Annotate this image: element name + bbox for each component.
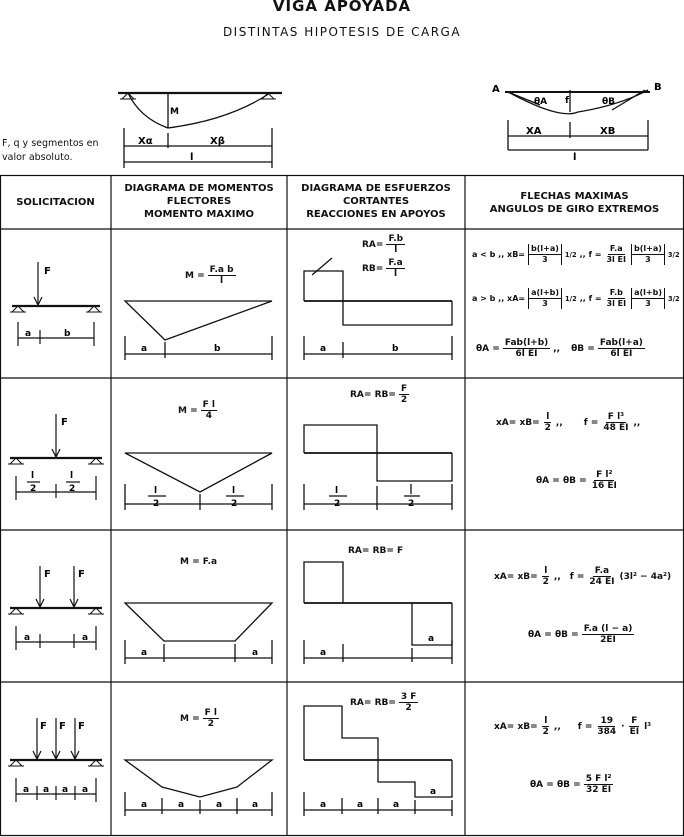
row1-b-label: b xyxy=(64,329,71,339)
row3-t-lhs: θA = θB = xyxy=(528,629,579,640)
row4-s-a4: a xyxy=(430,787,437,797)
row1-rb-num: F.a xyxy=(388,258,403,268)
row2-r-den: 2 xyxy=(400,395,408,405)
row1-ta-den: 6l EI xyxy=(515,349,538,359)
row1-f2-x xyxy=(528,288,562,309)
row3-t-den: 2EI xyxy=(600,635,616,645)
row2-x-den: 2 xyxy=(544,423,551,433)
row3-f-den: 24 EI xyxy=(589,577,615,587)
row4-f-tail: l³ xyxy=(644,721,652,732)
row4-f-den2: EI xyxy=(629,727,640,737)
row3-f-tail: (3l² − 4a²) xyxy=(619,571,672,582)
row1-tb-frac xyxy=(598,338,645,359)
row2-moment-formula xyxy=(178,400,217,421)
row2-s-21: 2 xyxy=(334,499,341,509)
row1-f1-xnum: b(l+a) xyxy=(531,244,559,253)
row2-21: 2 xyxy=(30,484,37,494)
row1-m-num: F.a b xyxy=(209,265,234,275)
row2-t-frac xyxy=(590,470,619,491)
header-flechas-line2: ANGULOS DE GIRO EXTREMOS xyxy=(489,204,660,215)
row3-m-a2: a xyxy=(252,648,259,658)
row2-f-num: F l³ xyxy=(607,412,625,422)
row4-x-den: 2 xyxy=(542,727,549,737)
row1-ta-num: Fab(l+b) xyxy=(504,338,549,348)
row1-ra-lhs: RA= xyxy=(362,239,384,250)
row4-flecha: xA= xB= $\frac{l}{2}$ ,, f = $\frac{19}{384}$ · $\frac{F}{EI}$ l³ xyxy=(494,716,652,737)
row4-m-num: F l xyxy=(204,708,218,718)
ref-l2-label: l xyxy=(573,152,577,163)
row4-s-a1: a xyxy=(320,800,327,810)
row1-f1-bden: 3 xyxy=(645,255,651,264)
row1-flecha-1 xyxy=(472,244,680,265)
row1-ra-den: l xyxy=(394,245,398,255)
row1-s-b: b xyxy=(392,344,399,354)
row4-f-num1: 19 xyxy=(600,716,614,726)
row4-f-lhs: f = xyxy=(577,721,593,732)
row1-f1-fden: 3l EI xyxy=(606,255,626,264)
row2-22: 2 xyxy=(69,484,76,494)
header-cortantes-line3: REACCIONES EN APOYOS xyxy=(306,209,446,220)
row2-m-l1: l xyxy=(154,486,158,496)
row3-f-lhs: f = xyxy=(569,571,585,582)
row1-flecha-2 xyxy=(472,288,680,309)
row3-m-a1: a xyxy=(141,648,148,658)
row2-m-den: 4 xyxy=(205,411,212,421)
row3-s-a2: a xyxy=(428,634,435,644)
row4-a3: a xyxy=(62,785,69,795)
note-text: F, q y segmentos en valor absoluto. xyxy=(2,138,99,163)
row1-f1-exp: 1/2 xyxy=(564,250,577,259)
row4-f-frac1 xyxy=(595,716,618,737)
row1-f1-cond: a < b ,, xB= xyxy=(472,250,526,259)
ref-f-label: f xyxy=(565,96,569,106)
row2-m-21: 2 xyxy=(153,499,160,509)
row2-reaction-formula xyxy=(350,384,409,405)
row4-m-a2: a xyxy=(178,800,185,810)
row4-m-den: 2 xyxy=(207,719,214,729)
row1-ra-formula xyxy=(362,234,405,255)
header-cortantes-line1: DIAGRAMA DE ESFUERZOS xyxy=(301,183,451,194)
row4-r-den: 2 xyxy=(405,703,412,713)
row3-a1: a xyxy=(24,633,31,643)
row4-x-frac xyxy=(541,716,551,737)
row2-t-num: F l² xyxy=(596,470,613,480)
row1-rb-den: l xyxy=(393,269,398,279)
row1-f2-f: ,, f = xyxy=(579,294,602,303)
row4-m-a3: a xyxy=(216,800,223,810)
row2-r-num: F xyxy=(400,384,408,394)
row2-moment-diagram xyxy=(125,453,272,510)
row1-load-beam xyxy=(10,262,102,346)
row1-m-a: a xyxy=(141,344,148,354)
row1-F-label: F xyxy=(44,266,51,277)
header-momentos-line3: MOMENTO MAXIMO xyxy=(144,209,254,220)
row4-t-lhs: θA = θB = xyxy=(530,779,581,790)
row2-load-beam xyxy=(8,414,104,500)
row2-sep2: ,, xyxy=(633,417,641,428)
row3-load-beam xyxy=(8,566,104,650)
row2-f-den: 48 EI xyxy=(603,423,629,433)
row4-f-den1: 384 xyxy=(597,727,617,737)
row3-x-den: 2 xyxy=(542,577,549,587)
row2-m-frac xyxy=(201,400,217,421)
row2-r-frac xyxy=(399,384,409,405)
row1-f2-xnum: a(l+b) xyxy=(531,288,559,297)
row1-s-a: a xyxy=(320,344,327,354)
row2-m-lhs: M = xyxy=(178,405,198,416)
row1-angle-sep: ,, xyxy=(553,343,561,354)
row3-s-a1: a xyxy=(320,648,327,658)
row2-m-22: 2 xyxy=(231,499,238,509)
row1-m-frac xyxy=(208,265,236,286)
row2-m-num: F l xyxy=(202,400,216,410)
row3-F2: F xyxy=(78,569,85,580)
row2-f-lhs: f = xyxy=(583,417,599,428)
row1-rb-frac xyxy=(386,258,404,279)
row3-x-lhs: xA= xB= xyxy=(494,571,538,582)
page-title: VIGA APOYADA xyxy=(272,0,412,15)
ref-tb-label: θB xyxy=(602,97,616,107)
row3-x-frac xyxy=(541,566,551,587)
page-subtitle: DISTINTAS HIPOTESIS DE CARGA xyxy=(222,25,462,39)
row4-reaction-formula xyxy=(350,692,418,713)
row2-x-frac xyxy=(543,412,553,433)
row1-f2-b xyxy=(631,288,665,309)
row1-ta-lhs: θA = xyxy=(476,343,500,354)
row4-m-lhs: M = xyxy=(180,713,200,724)
row2-x-lhs: xA= xB= xyxy=(496,417,540,428)
row1-angles xyxy=(476,338,645,359)
row2-t-den: 16 EI xyxy=(591,481,617,491)
row2-F-label: F xyxy=(61,417,68,428)
row4-F1: F xyxy=(40,721,47,732)
row1-f2-ffrac xyxy=(605,288,629,309)
header-momentos-line1: DIAGRAMA DE MOMENTOS xyxy=(124,183,274,194)
row4-moment-formula xyxy=(180,708,219,729)
ref-xa2-label: XA xyxy=(526,126,542,137)
header-solicitacion: SOLICITACION xyxy=(16,197,95,208)
ref-xb2-label: XB xyxy=(600,126,616,137)
row4-t-num: 5 F l² xyxy=(585,774,612,784)
row1-f2-bnum: a(l+b) xyxy=(634,288,662,297)
row1-a-label: a xyxy=(25,329,32,339)
row4-a4: a xyxy=(82,785,89,795)
row2-s-l1: l xyxy=(335,486,339,496)
ref-moment-diagram xyxy=(118,93,282,168)
row4-t-den: 32 EI xyxy=(585,785,612,795)
header-cortantes-line2: CORTANTES xyxy=(342,196,410,207)
row1-tb-den: 6l EI xyxy=(610,349,633,359)
row4-sep: ,, xyxy=(553,721,561,732)
row4-r-frac xyxy=(399,692,419,713)
row4-r-lhs: RA= RB= xyxy=(350,697,396,708)
row3-reaction-formula: RA= RB= F xyxy=(348,546,404,556)
row1-m-den: l xyxy=(220,276,224,286)
row1-f2-xden: 3 xyxy=(542,299,548,308)
row1-rb-formula xyxy=(362,258,405,279)
row1-f2-exp2: 3/2 xyxy=(667,294,680,303)
row2-l1: l xyxy=(31,471,35,481)
row4-r-num: 3 F xyxy=(400,692,417,702)
row2-l2: l xyxy=(70,471,74,481)
header-flechas xyxy=(465,190,684,216)
row1-moment-formula xyxy=(185,265,236,286)
row4-shear-diagram xyxy=(304,706,452,816)
row1-f1-b xyxy=(631,244,665,265)
row1-f1-exp2: 3/2 xyxy=(667,250,680,259)
row3-moment-formula: M = F.a xyxy=(180,557,218,567)
row1-ta-frac xyxy=(503,338,550,359)
row1-f1-x xyxy=(528,244,562,265)
row4-s-a2: a xyxy=(357,800,364,810)
ref-a-label: A xyxy=(492,84,500,95)
row1-tb-lhs: θB = xyxy=(571,343,595,354)
row1-f2-cond: a > b ,, xA= xyxy=(472,294,526,303)
ref-m-label: M xyxy=(170,107,179,117)
row3-a2: a xyxy=(82,633,89,643)
row1-f2-bden: 3 xyxy=(645,299,651,308)
row2-f-frac xyxy=(601,412,630,433)
ref-xb-label: Xβ xyxy=(210,136,225,147)
row1-m-lhs: M = xyxy=(185,270,205,281)
row2-t-lhs: θA = θB = xyxy=(536,475,587,486)
row1-tb-num: Fab(l+a) xyxy=(599,338,643,348)
ref-deflection-diagram xyxy=(505,90,650,150)
row3-flecha xyxy=(494,566,671,587)
row1-f1-bnum: b(l+a) xyxy=(634,244,662,253)
row4-m-frac xyxy=(203,708,219,729)
ref-l-label: l xyxy=(190,152,194,163)
header-flechas-line1: FLECHAS MAXIMAS xyxy=(520,191,629,202)
row1-f2-exp: 1/2 xyxy=(565,294,577,303)
row3-sep: ,, xyxy=(553,571,561,582)
row2-sep: ,, xyxy=(555,417,563,428)
row1-f2-fden: 3l EI xyxy=(606,299,627,308)
row4-angles xyxy=(530,774,613,795)
row2-x-num: l xyxy=(546,412,550,422)
header-cortantes xyxy=(287,182,465,221)
row1-m-b: b xyxy=(214,344,221,354)
ref-xa-label: Xα xyxy=(138,136,153,147)
row1-f1-xden: 3 xyxy=(542,255,548,264)
row3-t-num: F.a (l − a) xyxy=(583,624,633,634)
row3-f-frac xyxy=(587,566,616,587)
row2-flecha xyxy=(496,412,640,433)
row1-f1-f: ,, f = xyxy=(579,250,602,259)
header-momentos-line2: FLECTORES xyxy=(166,196,232,207)
row2-s-22: 2 xyxy=(408,499,415,509)
header-momentos xyxy=(111,182,287,221)
row1-f1-ffrac xyxy=(604,244,628,265)
row3-shear-diagram xyxy=(304,562,452,664)
row4-a2: a xyxy=(43,785,50,795)
row4-m-a1: a xyxy=(141,800,148,810)
ref-ta-label: θA xyxy=(534,97,548,107)
row3-F1: F xyxy=(44,569,51,580)
row4-x-lhs: xA= xB= xyxy=(494,721,538,732)
row4-f-frac2 xyxy=(628,716,642,737)
row1-rb-lhs: RB= xyxy=(362,263,384,274)
row1-f2-fnum: F.b xyxy=(609,288,623,297)
row3-angles xyxy=(528,624,634,645)
row2-shear-diagram xyxy=(304,425,452,510)
row3-t-frac xyxy=(582,624,635,645)
row1-f1-fnum: F.a xyxy=(609,244,623,253)
row1-ra-num: F.b xyxy=(388,234,404,244)
row1-ra-frac xyxy=(386,234,405,255)
row4-F2: F xyxy=(59,721,66,732)
row3-x-num: l xyxy=(544,566,548,576)
row4-f-num2: F xyxy=(631,716,638,726)
row2-r-lhs: RA= RB= xyxy=(350,389,396,400)
row3-f-num: F.a xyxy=(594,566,610,576)
row4-m-a4: a xyxy=(252,800,259,810)
row4-t-frac xyxy=(584,774,614,795)
row2-m-l2: l xyxy=(232,486,236,496)
ref-b-label: B xyxy=(654,82,662,93)
row4-s-a3: a xyxy=(393,800,400,810)
row4-F3: F xyxy=(78,721,85,732)
row4-a1: a xyxy=(23,785,30,795)
row4-x-num: l xyxy=(544,716,548,726)
row2-angles xyxy=(536,470,619,491)
